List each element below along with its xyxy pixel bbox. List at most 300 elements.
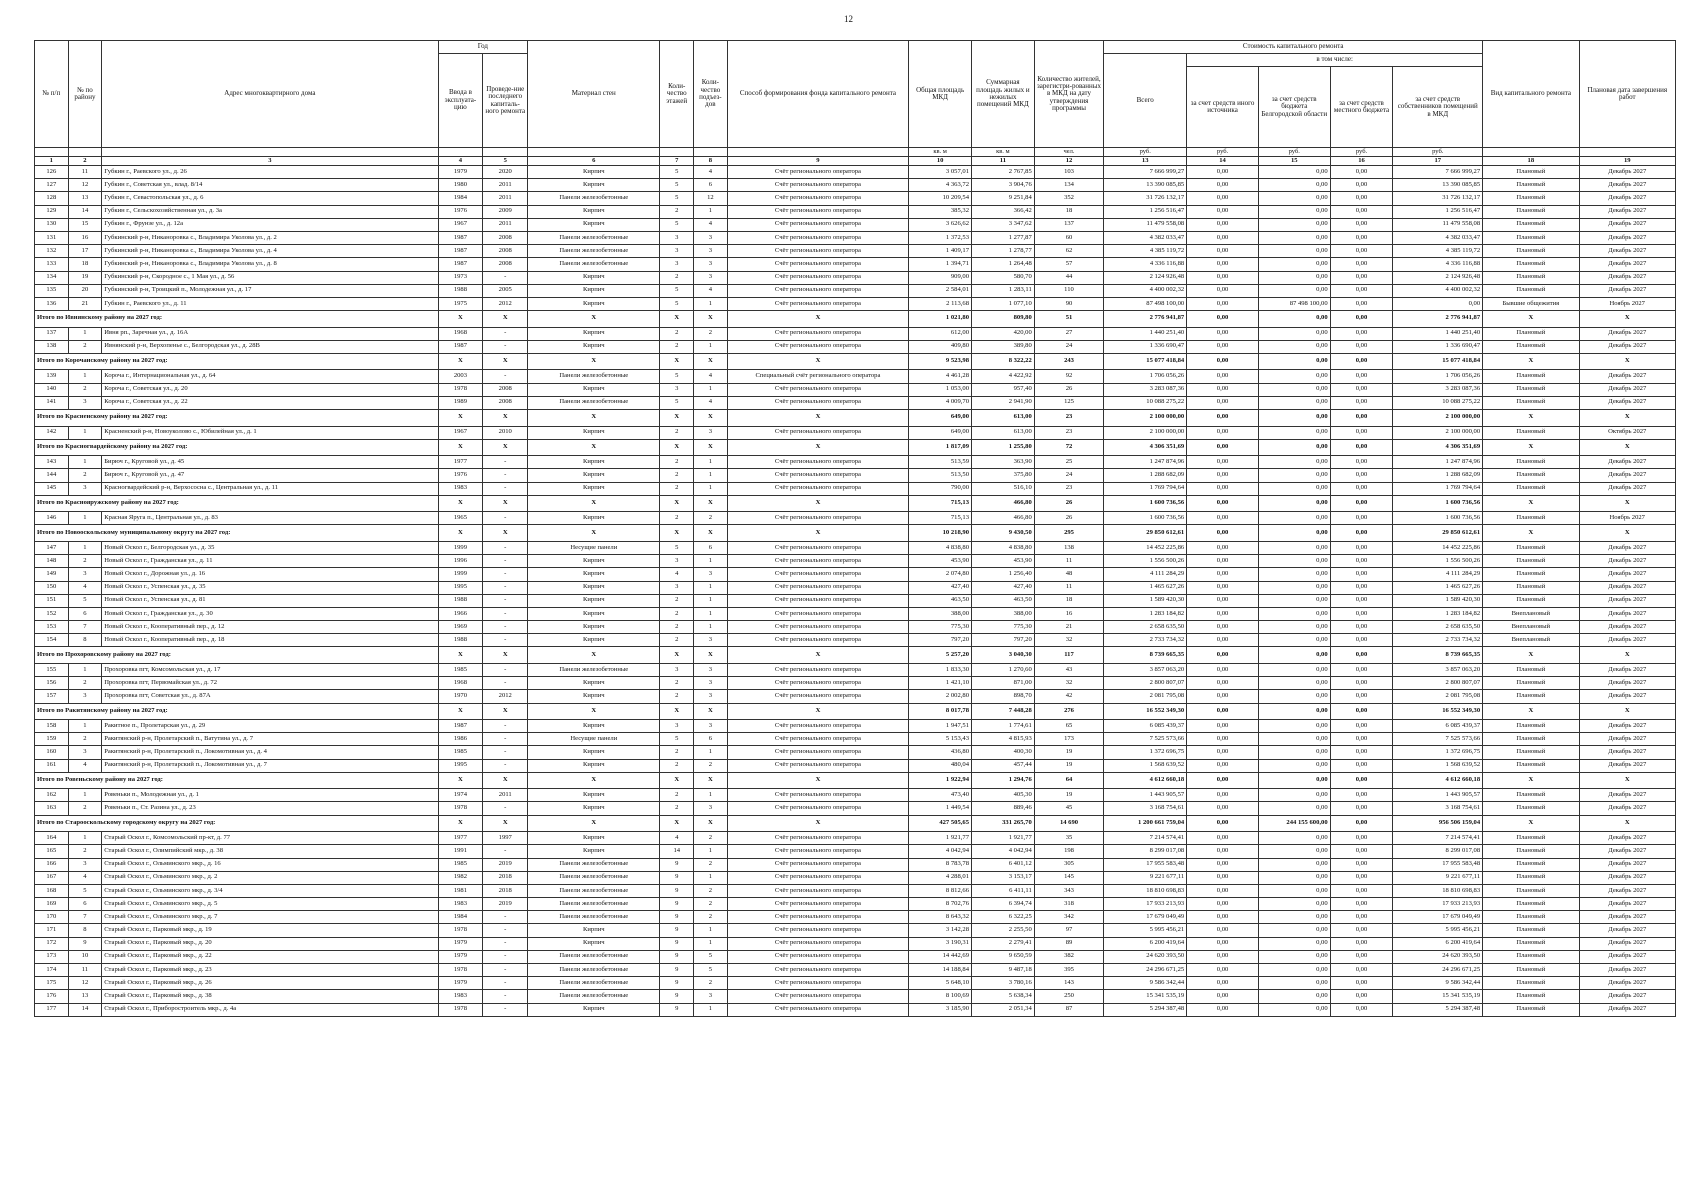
table-row	[35, 383, 1676, 396]
total-cell: X	[438, 439, 483, 456]
table-cell: 18 810 698,83	[1104, 884, 1187, 897]
table-cell: -	[483, 663, 528, 676]
table-cell: 4 815,93	[972, 733, 1035, 746]
table-cell: 6	[68, 607, 102, 620]
table-cell: 4	[694, 396, 728, 409]
total-cell: X	[660, 815, 694, 832]
table-cell: 14 442,69	[909, 950, 972, 963]
table-cell: 0,00	[1330, 166, 1393, 179]
table-cell: Декабрь 2027	[1579, 555, 1675, 568]
table-cell: 17 933 213,93	[1393, 898, 1483, 911]
table-cell: 1	[694, 937, 728, 950]
table-cell: Декабрь 2027	[1579, 231, 1675, 244]
table-cell: 5	[660, 733, 694, 746]
table-cell: 2010	[483, 426, 528, 439]
table-cell: Счёт регионального оператора	[727, 340, 909, 353]
unit-cell	[528, 148, 660, 157]
table-cell: 2 074,80	[909, 568, 972, 581]
table-cell: Декабрь 2027	[1579, 271, 1675, 284]
table-cell: 2	[68, 733, 102, 746]
table-cell: Плановый	[1483, 218, 1579, 231]
table-cell: Плановый	[1483, 383, 1579, 396]
table-cell: 24 296 671,25	[1104, 964, 1187, 977]
table-cell: 9	[660, 950, 694, 963]
table-cell: Счёт регионального оператора	[727, 789, 909, 802]
table-cell: 790,00	[909, 482, 972, 495]
table-cell: 43	[1034, 663, 1103, 676]
table-cell: -	[483, 924, 528, 937]
table-row	[35, 594, 1676, 607]
table-cell: 26	[1034, 383, 1103, 396]
table-cell: 1981	[438, 884, 483, 897]
table-cell: 0,00	[1330, 512, 1393, 525]
table-cell: 3 153,17	[972, 871, 1035, 884]
table-cell: 35	[1034, 832, 1103, 845]
table-cell: Ровеньки п., Молодежная ул., д. 1	[102, 789, 438, 802]
table-cell: 3	[660, 383, 694, 396]
table-cell: Счёт регионального оператора	[727, 166, 909, 179]
table-cell: 2	[660, 327, 694, 340]
table-cell: 0,00	[1330, 426, 1393, 439]
table-cell: Счёт регионального оператора	[727, 426, 909, 439]
table-cell: 1	[68, 789, 102, 802]
table-cell: Декабрь 2027	[1579, 733, 1675, 746]
table-cell: 12	[68, 977, 102, 990]
table-cell: 0,00	[1330, 871, 1393, 884]
total-cell: 0,00	[1187, 703, 1259, 720]
table-cell: 4 461,28	[909, 370, 972, 383]
table-cell: 169	[35, 898, 69, 911]
table-cell: 2019	[483, 858, 528, 871]
table-cell: 0,00	[1258, 746, 1330, 759]
table-cell: 0,00	[1258, 977, 1330, 990]
table-cell: Плановый	[1483, 512, 1579, 525]
table-cell: Счёт регионального оператора	[727, 690, 909, 703]
table-cell: 31 726 132,17	[1104, 192, 1187, 205]
table-cell: 0,00	[1330, 271, 1393, 284]
table-row	[35, 858, 1676, 871]
table-cell: 0,00	[1330, 832, 1393, 845]
total-cell: X	[694, 311, 728, 328]
table-cell: 5	[694, 964, 728, 977]
table-cell: Кирпич	[528, 166, 660, 179]
table-cell: 0,00	[1187, 1003, 1259, 1016]
total-cell: X	[438, 410, 483, 427]
table-cell: 144	[35, 469, 69, 482]
total-cell: 0,00	[1187, 815, 1259, 832]
table-cell: 4 422,92	[972, 370, 1035, 383]
table-cell: 5	[68, 594, 102, 607]
table-cell: Губкин г., Раевского ул., д. 11	[102, 297, 438, 310]
table-row	[35, 759, 1676, 772]
table-cell: 173	[35, 950, 69, 963]
table-cell: Ракитянский р-н, Пролетарский п., Локомотивная ул., д. 4	[102, 746, 438, 759]
table-cell: 2 124 926,48	[1104, 271, 1187, 284]
total-cell: X	[438, 495, 483, 512]
table-cell: 5	[694, 950, 728, 963]
table-cell: -	[483, 512, 528, 525]
table-cell: 0,00	[1330, 555, 1393, 568]
table-cell: 0,00	[1187, 340, 1259, 353]
table-cell: 0,00	[1330, 924, 1393, 937]
table-cell: 1 443 905,57	[1393, 789, 1483, 802]
table-cell: 2	[68, 340, 102, 353]
table-cell: 1 053,00	[909, 383, 972, 396]
table-cell: Счёт регионального оператора	[727, 1003, 909, 1016]
table-cell: 957,40	[972, 383, 1035, 396]
table-cell: 1 372,53	[909, 231, 972, 244]
table-cell: Счёт регионального оператора	[727, 383, 909, 396]
table-cell: 19	[1034, 789, 1103, 802]
table-cell: 0,00	[1258, 383, 1330, 396]
table-cell: 0,00	[1258, 456, 1330, 469]
total-cell: X	[528, 647, 660, 664]
total-cell: X	[694, 439, 728, 456]
table-cell: 3 168 754,61	[1393, 802, 1483, 815]
table-cell: 142	[35, 426, 69, 439]
total-cell: X	[694, 772, 728, 789]
table-cell: 342	[1034, 911, 1103, 924]
column-number-cell: 4	[438, 157, 483, 166]
total-cell: X	[727, 647, 909, 664]
table-cell: 87 498 100,00	[1258, 297, 1330, 310]
table-cell: 18	[1034, 594, 1103, 607]
table-cell: 7 214 574,41	[1393, 832, 1483, 845]
table-cell: Декабрь 2027	[1579, 166, 1675, 179]
total-cell: X	[727, 772, 909, 789]
table-cell: 1	[694, 845, 728, 858]
table-cell: Счёт регионального оператора	[727, 677, 909, 690]
table-cell: 8 783,78	[909, 858, 972, 871]
unit-cell	[102, 148, 438, 157]
total-cell: 26	[1034, 495, 1103, 512]
table-cell: Старый Оскол г., Ольминского мкр., д. 7	[102, 911, 438, 924]
table-cell: Декабрь 2027	[1579, 858, 1675, 871]
table-row	[35, 663, 1676, 676]
table-cell: 1979	[438, 977, 483, 990]
table-cell: Декабрь 2027	[1579, 340, 1675, 353]
table-cell: 134	[35, 271, 69, 284]
table-cell: 0,00	[1187, 482, 1259, 495]
table-cell: Кирпич	[528, 179, 660, 192]
table-cell: 1 372 696,75	[1104, 746, 1187, 759]
table-cell: -	[483, 568, 528, 581]
district-total-label: Итого по Ровеньскому району на 2027 год:	[35, 772, 439, 789]
table-cell: -	[483, 456, 528, 469]
table-cell: Счёт регионального оператора	[727, 759, 909, 772]
district-total-row	[35, 703, 1676, 720]
table-row	[35, 568, 1676, 581]
table-cell: Плановый	[1483, 690, 1579, 703]
total-cell: X	[694, 703, 728, 720]
total-cell: 0,00	[1258, 647, 1330, 664]
table-cell: 0,00	[1187, 594, 1259, 607]
table-cell: 453,90	[909, 555, 972, 568]
table-row	[35, 690, 1676, 703]
table-cell: 8 702,76	[909, 898, 972, 911]
table-cell: 0,00	[1330, 759, 1393, 772]
table-cell: Кирпич	[528, 802, 660, 815]
table-cell: 0,00	[1330, 802, 1393, 815]
total-cell: 243	[1034, 353, 1103, 370]
table-cell: Старый Оскол г., Ольминского мкр., д. 3/4	[102, 884, 438, 897]
table-cell: Плановый	[1483, 832, 1579, 845]
table-row	[35, 555, 1676, 568]
table-cell: 0,00	[1187, 297, 1259, 310]
table-cell: 1999	[438, 568, 483, 581]
table-cell: 0,00	[1258, 218, 1330, 231]
table-cell: 9 221 677,11	[1104, 871, 1187, 884]
table-cell: 0,00	[1187, 218, 1259, 231]
table-cell: 3	[694, 990, 728, 1003]
table-cell: 1	[68, 327, 102, 340]
table-cell: 141	[35, 396, 69, 409]
table-cell: 405,30	[972, 789, 1035, 802]
total-cell: X	[1579, 495, 1675, 512]
table-cell: Внеплановый	[1483, 634, 1579, 647]
table-cell: 175	[35, 977, 69, 990]
table-row	[35, 845, 1676, 858]
table-cell: 0,00	[1187, 802, 1259, 815]
table-cell: 1995	[438, 759, 483, 772]
total-cell: 4 612 660,18	[1393, 772, 1483, 789]
total-cell: X	[694, 495, 728, 512]
table-cell: 1 465 627,26	[1104, 581, 1187, 594]
total-cell: 0,00	[1330, 495, 1393, 512]
column-number-cell: 10	[909, 157, 972, 166]
table-cell: 1978	[438, 802, 483, 815]
table-cell: 2	[68, 555, 102, 568]
table-row	[35, 370, 1676, 383]
unit-cell	[1579, 148, 1675, 157]
table-row	[35, 677, 1676, 690]
table-cell: 135	[35, 284, 69, 297]
table-cell: 14	[660, 845, 694, 858]
header-entrances: Коли-чество подъез-дов	[694, 41, 728, 148]
table-cell: Старый Оскол г., Олимпийский мкр., д. 38	[102, 845, 438, 858]
table-cell: 0,00	[1258, 594, 1330, 607]
total-cell: X	[528, 439, 660, 456]
table-cell: 3 283 087,36	[1104, 383, 1187, 396]
table-cell: Счёт регионального оператора	[727, 871, 909, 884]
table-cell: 1	[694, 594, 728, 607]
table-cell: Декабрь 2027	[1579, 746, 1675, 759]
table-cell: 165	[35, 845, 69, 858]
total-cell: 0,00	[1187, 439, 1259, 456]
total-cell: 15 077 418,84	[1104, 353, 1187, 370]
total-cell: 2 100 000,00	[1104, 410, 1187, 427]
table-cell: 9	[660, 871, 694, 884]
table-cell: 159	[35, 733, 69, 746]
table-row	[35, 469, 1676, 482]
total-cell: X	[727, 495, 909, 512]
table-row	[35, 924, 1676, 937]
table-cell: 3 057,01	[909, 166, 972, 179]
table-cell: Счёт регионального оператора	[727, 802, 909, 815]
total-cell: 23	[1034, 410, 1103, 427]
table-cell: 45	[1034, 802, 1103, 815]
table-cell: 0,00	[1258, 581, 1330, 594]
table-cell: 2 081 795,08	[1393, 690, 1483, 703]
table-cell: Плановый	[1483, 166, 1579, 179]
table-cell: 1	[694, 383, 728, 396]
table-cell: 5	[68, 884, 102, 897]
table-cell: 1 372 696,75	[1393, 746, 1483, 759]
table-cell: 1 256,40	[972, 568, 1035, 581]
table-cell: 2	[68, 469, 102, 482]
table-row	[35, 607, 1676, 620]
total-cell: 0,00	[1187, 410, 1259, 427]
table-cell: 0,00	[1330, 789, 1393, 802]
total-cell: 0,00	[1330, 311, 1393, 328]
table-cell: 1966	[438, 607, 483, 620]
table-cell: 0,00	[1330, 179, 1393, 192]
table-cell: 427,40	[909, 581, 972, 594]
table-cell: Плановый	[1483, 426, 1579, 439]
table-cell: Панели железобетонные	[528, 977, 660, 990]
table-cell: Плановый	[1483, 396, 1579, 409]
total-cell: 0,00	[1258, 353, 1330, 370]
table-cell: 11 479 558,08	[1393, 218, 1483, 231]
table-cell: 1 256 516,47	[1104, 205, 1187, 218]
table-cell: Счёт регионального оператора	[727, 720, 909, 733]
total-cell: X	[1483, 525, 1579, 542]
table-cell: 153	[35, 621, 69, 634]
table-cell: Плановый	[1483, 924, 1579, 937]
table-cell: Кирпич	[528, 512, 660, 525]
table-cell: 1 947,51	[909, 720, 972, 733]
table-cell: 1977	[438, 832, 483, 845]
table-cell: Счёт регионального оператора	[727, 924, 909, 937]
table-cell: 0,00	[1258, 469, 1330, 482]
table-cell: Прохоровка пгт, Первомайская ул., д. 72	[102, 677, 438, 690]
table-cell: 0,00	[1187, 192, 1259, 205]
table-cell: Декабрь 2027	[1579, 621, 1675, 634]
table-cell: Плановый	[1483, 858, 1579, 871]
table-cell: 1970	[438, 690, 483, 703]
table-cell: 177	[35, 1003, 69, 1016]
table-cell: 172	[35, 937, 69, 950]
total-cell: 10 218,90	[909, 525, 972, 542]
table-cell: Плановый	[1483, 205, 1579, 218]
table-cell: 1	[68, 512, 102, 525]
table-cell: 150	[35, 581, 69, 594]
table-cell: 2	[694, 759, 728, 772]
table-cell: 44	[1034, 271, 1103, 284]
table-cell: 0,00	[1187, 370, 1259, 383]
table-cell: Декабрь 2027	[1579, 871, 1675, 884]
table-cell: Панели железобетонные	[528, 231, 660, 244]
table-cell: Счёт регионального оператора	[727, 898, 909, 911]
table-cell: 1 277,87	[972, 231, 1035, 244]
table-cell: 3	[694, 802, 728, 815]
total-cell: 15 077 418,84	[1393, 353, 1483, 370]
table-cell: 0,00	[1330, 327, 1393, 340]
table-cell: Старый Оскол г., Парковый мкр., д. 26	[102, 977, 438, 990]
table-cell: Кирпич	[528, 594, 660, 607]
total-cell: X	[528, 410, 660, 427]
table-row	[35, 179, 1676, 192]
table-cell: 3	[68, 858, 102, 871]
table-cell: 9	[68, 937, 102, 950]
total-cell: 51	[1034, 311, 1103, 328]
table-cell: 11 479 558,08	[1104, 218, 1187, 231]
table-cell: 250	[1034, 990, 1103, 1003]
table-cell: 0,00	[1258, 568, 1330, 581]
unit-cell: руб.	[1187, 148, 1259, 157]
table-cell: 127	[35, 179, 69, 192]
table-cell: 1983	[438, 898, 483, 911]
total-cell: 715,13	[909, 495, 972, 512]
table-cell: Новый Оскол г., Дорожная ул., д. 16	[102, 568, 438, 581]
table-cell: 136	[35, 297, 69, 310]
header-fund-method: Способ формирования фонда капитального ремонта	[727, 41, 909, 148]
table-cell: 0,00	[1187, 990, 1259, 1003]
total-cell: X	[694, 647, 728, 664]
table-cell: 1984	[438, 192, 483, 205]
table-cell: Декабрь 2027	[1579, 845, 1675, 858]
table-row	[35, 789, 1676, 802]
table-cell: 2	[68, 677, 102, 690]
table-cell: Губкинский р-н, Никаноровка с., Владимира Уколова ул., д. 4	[102, 245, 438, 258]
table-cell: 1 706 056,26	[1104, 370, 1187, 383]
table-cell: 5	[660, 192, 694, 205]
district-total-row	[35, 495, 1676, 512]
district-total-label: Итого по Корочанскому району на 2027 год:	[35, 353, 439, 370]
column-number-cell: 12	[1034, 157, 1103, 166]
table-cell: -	[483, 271, 528, 284]
table-cell: 1987	[438, 245, 483, 258]
total-cell: 117	[1034, 647, 1103, 664]
table-cell: 1983	[438, 990, 483, 1003]
table-cell: 3	[694, 231, 728, 244]
table-row	[35, 871, 1676, 884]
total-cell: X	[483, 410, 528, 427]
table-cell: Плановый	[1483, 677, 1579, 690]
table-cell: 3	[68, 396, 102, 409]
table-cell: 9	[660, 924, 694, 937]
table-cell: 0,00	[1187, 871, 1259, 884]
table-cell: 3	[660, 245, 694, 258]
total-cell: 0,00	[1258, 495, 1330, 512]
table-cell: 466,80	[972, 512, 1035, 525]
table-cell: 1967	[438, 426, 483, 439]
table-cell: 1 833,30	[909, 663, 972, 676]
table-cell: Старый Оскол г., Комсомольский пр-кт, д. 77	[102, 832, 438, 845]
table-cell: 463,50	[909, 594, 972, 607]
table-cell: 9	[660, 964, 694, 977]
table-cell: 715,13	[909, 512, 972, 525]
total-cell: X	[483, 439, 528, 456]
district-total-label: Итого по Красненскому району на 2027 год:	[35, 410, 439, 427]
table-cell: 3 185,90	[909, 1003, 972, 1016]
table-cell: Декабрь 2027	[1579, 789, 1675, 802]
table-cell: 1	[694, 555, 728, 568]
column-number-cell: 3	[102, 157, 438, 166]
total-cell: 0,00	[1330, 353, 1393, 370]
unit-cell	[438, 148, 483, 157]
table-cell: 1 774,61	[972, 720, 1035, 733]
table-cell: Декабрь 2027	[1579, 541, 1675, 554]
table-cell: 2008	[483, 258, 528, 271]
table-cell: 130	[35, 218, 69, 231]
table-cell: 1	[694, 205, 728, 218]
table-cell: 16	[1034, 607, 1103, 620]
table-cell: 775,30	[972, 621, 1035, 634]
table-cell: Панели железобетонные	[528, 990, 660, 1003]
table-cell: 612,00	[909, 327, 972, 340]
district-total-label: Итого по Ракитянскому району на 2027 год:	[35, 703, 439, 720]
